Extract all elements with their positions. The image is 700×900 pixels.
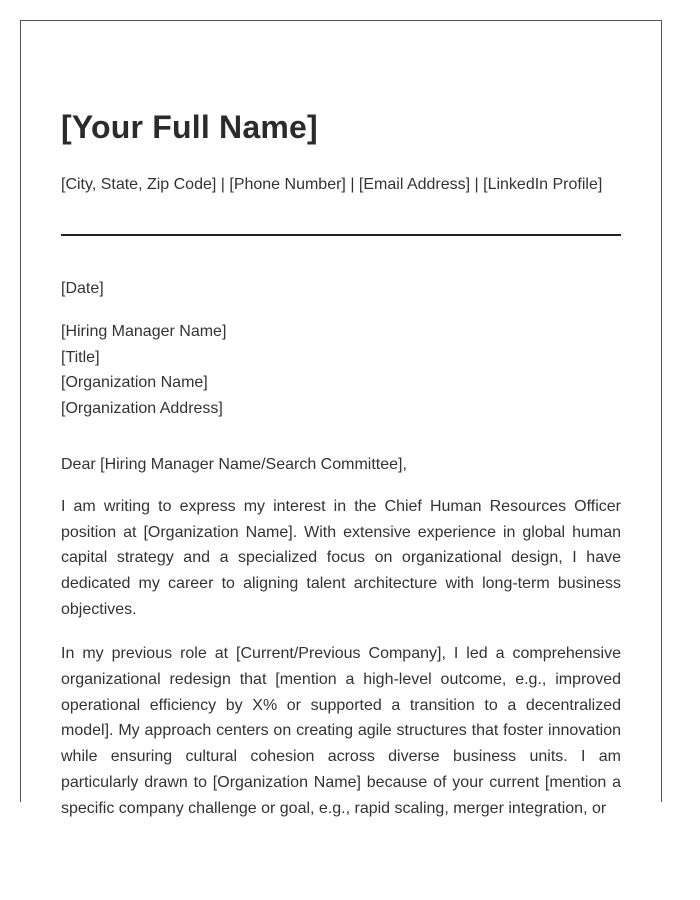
header-divider bbox=[61, 234, 621, 236]
recipient-title: [Title] bbox=[61, 348, 100, 366]
body-paragraph-2: In my previous role at [Current/Previous Company], I led a comprehensive organizational redesign that [mention a high-level outcome, e.g., improved operational efficiency by X% or supported a transition to a decentralized model]. My approach centers on creating agile structures that foster innovation while ensuring cultural cohesion across diverse business units. I am particularly drawn to [Organization Name] because of your current [mention a specific company challenge or goal, e.g., rapid scaling, merger integration, or bbox=[61, 645, 621, 817]
recipient-name: [Hiring Manager Name] bbox=[61, 323, 227, 340]
contact-line: [City, State, Zip Code] | [Phone Number] | [Email Address] | [LinkedIn Profile] bbox=[61, 176, 603, 193]
body-paragraph-1: I am writing to express my interest in the Chief Human Resources Officer position at [Organization Name]. With extensive experience in global human capital strategy and a specialized focus on organizational design, I have dedicated my career to aligning talent architecture with long-term business objectives. bbox=[61, 497, 621, 618]
recipient-block bbox=[61, 319, 621, 422]
recipient-address: [Organization Address] bbox=[61, 400, 223, 418]
letter-date: [Date] bbox=[61, 280, 104, 297]
recipient-organization: [Organization Name] bbox=[61, 374, 208, 392]
applicant-name: [Your Full Name] bbox=[61, 109, 318, 145]
letter-content bbox=[61, 109, 621, 821]
salutation: Dear [Hiring Manager Name/Search Committee], bbox=[61, 455, 407, 473]
letter-page bbox=[20, 20, 662, 817]
